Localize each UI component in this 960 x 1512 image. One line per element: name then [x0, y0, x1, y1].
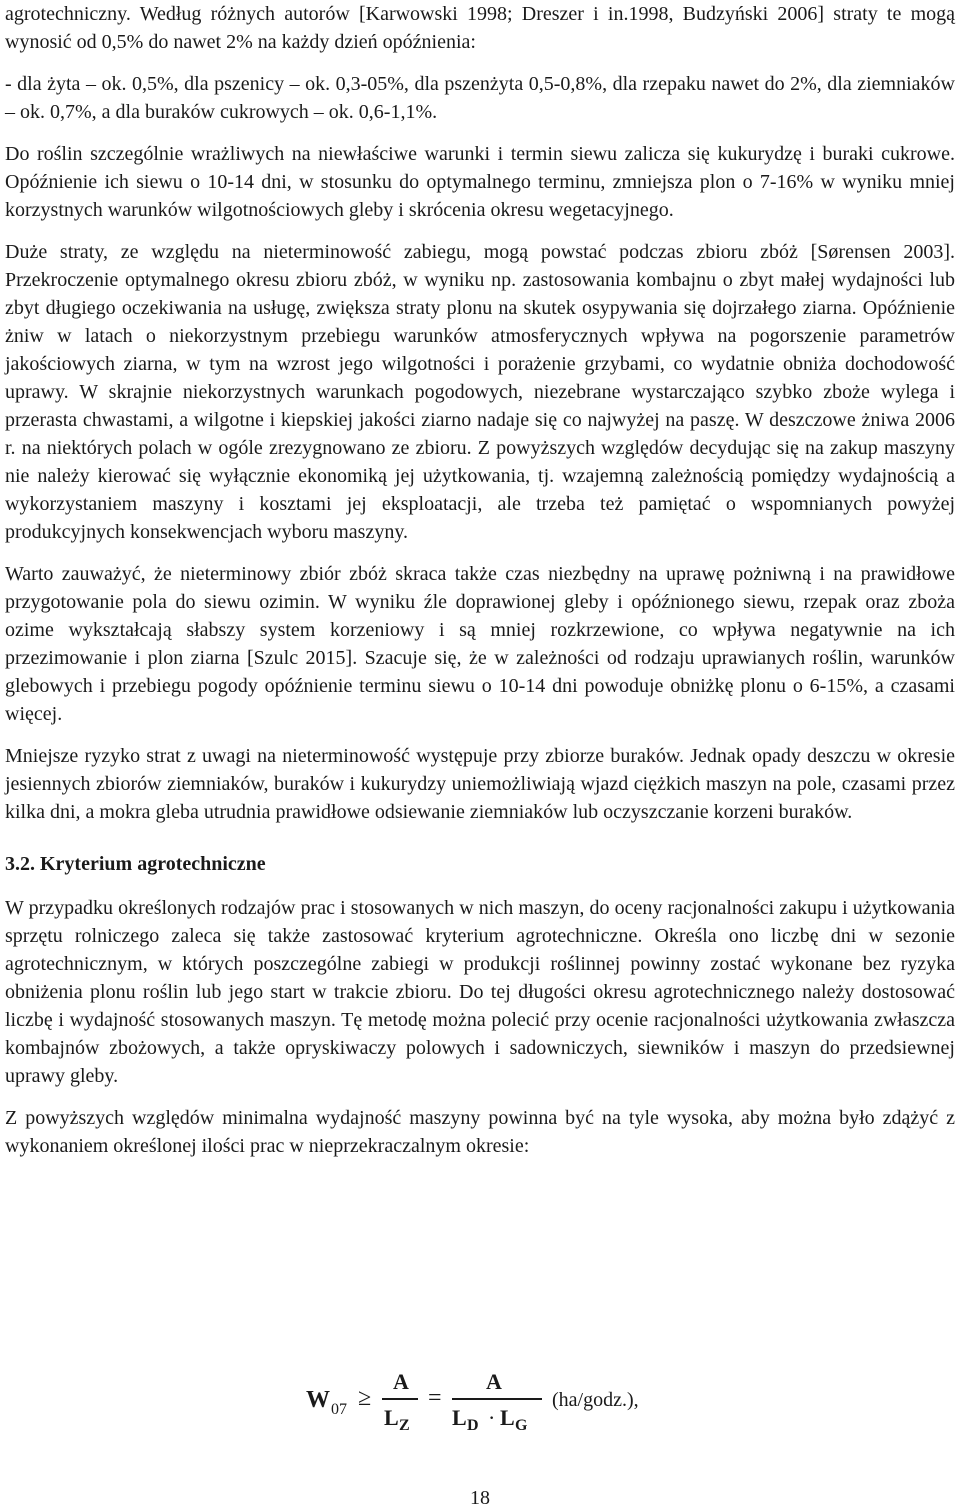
paragraph-loss-list: - dla żyta – ok. 0,5%, dla pszenicy – ok. 0,3-05%, dla pszenżyta 0,5-0,8%, dla rzepaku nawet do 2%, dla ziemniaków – ok. 0,7%, a dla buraków cukrowych – ok. 0,6-1,1%.: [5, 73, 955, 123]
formula-unit: (ha/godz.),: [552, 1389, 639, 1411]
formula-multiply-dot: ·: [488, 1405, 496, 1430]
formula-lhs: W: [306, 1387, 330, 1413]
paragraph-agro-criterion: W przypadku określonych rodzajów prac i stosowanych w nich maszyn, do oceny racjonalności zakupu i użytkowania sprzętu rolniczego zaleca się także zastosować kryterium agrotechniczne. Określa ono liczbę dni w sezonie agrotechnicznym, w których poszczególne zabiegi w produkcji roślinnej powinny zostać wykonane bez ryzyka obniżenia plonu roślin lub jego start w trakcie zbioru. Do tej długości okresu agrotechnicznego należy dostosować liczbę i wydajność stosowanych maszyn. Tę metodę można polecić przy ocenie racjonalności użytkowania zwłaszcza kombajnów zbożowych, a także opryskiwaczy polowych i sadowniczych, siewników i maszyn do przedsiewnej uprawy gleby.: [5, 897, 955, 1087]
formula-numerator-2: A: [486, 1369, 502, 1394]
formula-fraction-bar-1: [382, 1398, 418, 1400]
formula-denominator-2b: L: [500, 1405, 515, 1430]
formula-numerator-1: A: [393, 1369, 409, 1394]
formula-equals-sign: =: [428, 1385, 442, 1411]
paragraph-sensitive-crops: Do roślin szczególnie wrażliwych na niewłaściwe warunki i termin siewu zalicza się kukurydzę i buraki cukrowe. Opóźnienie ich siewu o 10-14 dni, w stosunku do optymalnego terminu, zmniejsza plon o 7-16% w wyniku mniej korzystnych warunków wilgotnościowych gleby i skrócenia okresu wegetacyjnego.: [5, 143, 955, 221]
formula-denominator-2a-subscript: D: [467, 1417, 479, 1434]
paragraph-grain-harvest: Duże straty, ze względu na nieterminowość zabiegu, mogą powstać podczas zbioru zbóż [Sørensen 2003]. Przekroczenie optymalnego okresu zbioru zbóż, w wyniku np. zastosowania kombajnu o zbyt małej wydajności lub zbyt długiego oczekiwania na usługę, zwiększa straty plonu na skutek osypywania się dojrzałego ziarna. Opóźnienie żniw w latach o niekorzystnym przebiegu warunków atmosferycznych wpływa na pogorszenie parametrów jakościowych ziarna, w tym na wzrost jego wilgotności i porażenie grzybami, co wydatnie obniża dochodowość uprawy. W skrajnie niekorzystnych warunkach pogodowych, niezebrane wystarczająco szybko zboże wylega i przerasta chwastami, a wilgotne i kiepskiej jakości ziarno nadaje się co najwyżej na paszę. W deszczowe żniwa 2006 r. na niektórych polach w ogóle zrezygnowano ze zbioru. Z powyższych względów decydując się na zakup maszyny nie należy kierować się wyłącznie ekonomiką jej użytkowania, tj. wzajemną zależnością pomiędzy wydajnością a wykorzystaniem maszyny i kosztami jej eksploatacji, ale trzeba też pamiętać o wspomnianych powyżej produkcyjnych konsekwencjach wyboru maszyny.: [5, 241, 955, 543]
paragraph-post-harvest: Warto zauważyć, że nieterminowy zbiór zbóż skraca także czas niezbędny na uprawę pożniwną i na prawidłowe przygotowanie pola do siewu ozimin. W wyniku źle doprawionej gleby i opóźnionego siewu, rzepak oraz zboża ozime wykształcają słabszy system korzeniowy i są mniej rozkrzewione, co wpływa negatywnie na ich przezimowanie i plon ziarna [Szulc 2015]. Szacuje się, że w zależności od rodzaju uprawianych roślin, warunków glebowych i przebiegu pogody opóźnienie terminu siewu o 10-14 dni powoduje obniżkę plonu o 6-15%, a czasami więcej.: [5, 563, 955, 725]
formula-denominator-2a: L: [452, 1405, 467, 1430]
formula-geq-sign: ≥: [358, 1385, 372, 1411]
paragraph-min-capacity: Z powyższych względów minimalna wydajność maszyny powinna być na tyle wysoka, aby można było zdążyć z wykonaniem określonej ilości prac w nieprzekraczalnym okresie:: [5, 1107, 955, 1157]
page-number: 18: [470, 1487, 490, 1509]
formula-denominator-1: L: [384, 1405, 399, 1430]
paragraph-intro: agrotechniczny. Według różnych autorów [Karwowski 1998; Dreszer i in.1998, Budzyński 2006] straty te mogą wynosić od 0,5% do nawet 2% na każdy dzień opóźnienia:: [5, 3, 955, 53]
capacity-formula: [0, 1362, 950, 1442]
formula-denominator-2b-subscript: G: [515, 1417, 528, 1434]
formula-denominator-1-subscript: Z: [399, 1417, 410, 1434]
section-heading: 3.2. Kryterium agrotechniczne: [5, 853, 266, 875]
paragraph-beet-risk: Mniejsze ryzyko strat z uwagi na nieterminowość występuje przy zbiorze buraków. Jednak opady deszczu w okresie jesiennych zbiorów ziemniaków, buraków i kukurydzy uniemożliwiają wjazd ciężkich maszyn na pole, czasami przez kilka dni, a mokra gleba utrudnia prawidłowe odsiewanie ziemniaków lub oczyszczanie korzeni buraków.: [5, 745, 955, 823]
formula-lhs-subscript: 07: [331, 1401, 347, 1418]
document-page: [5, 0, 955, 1160]
formula-fraction-bar-2: [452, 1398, 542, 1400]
